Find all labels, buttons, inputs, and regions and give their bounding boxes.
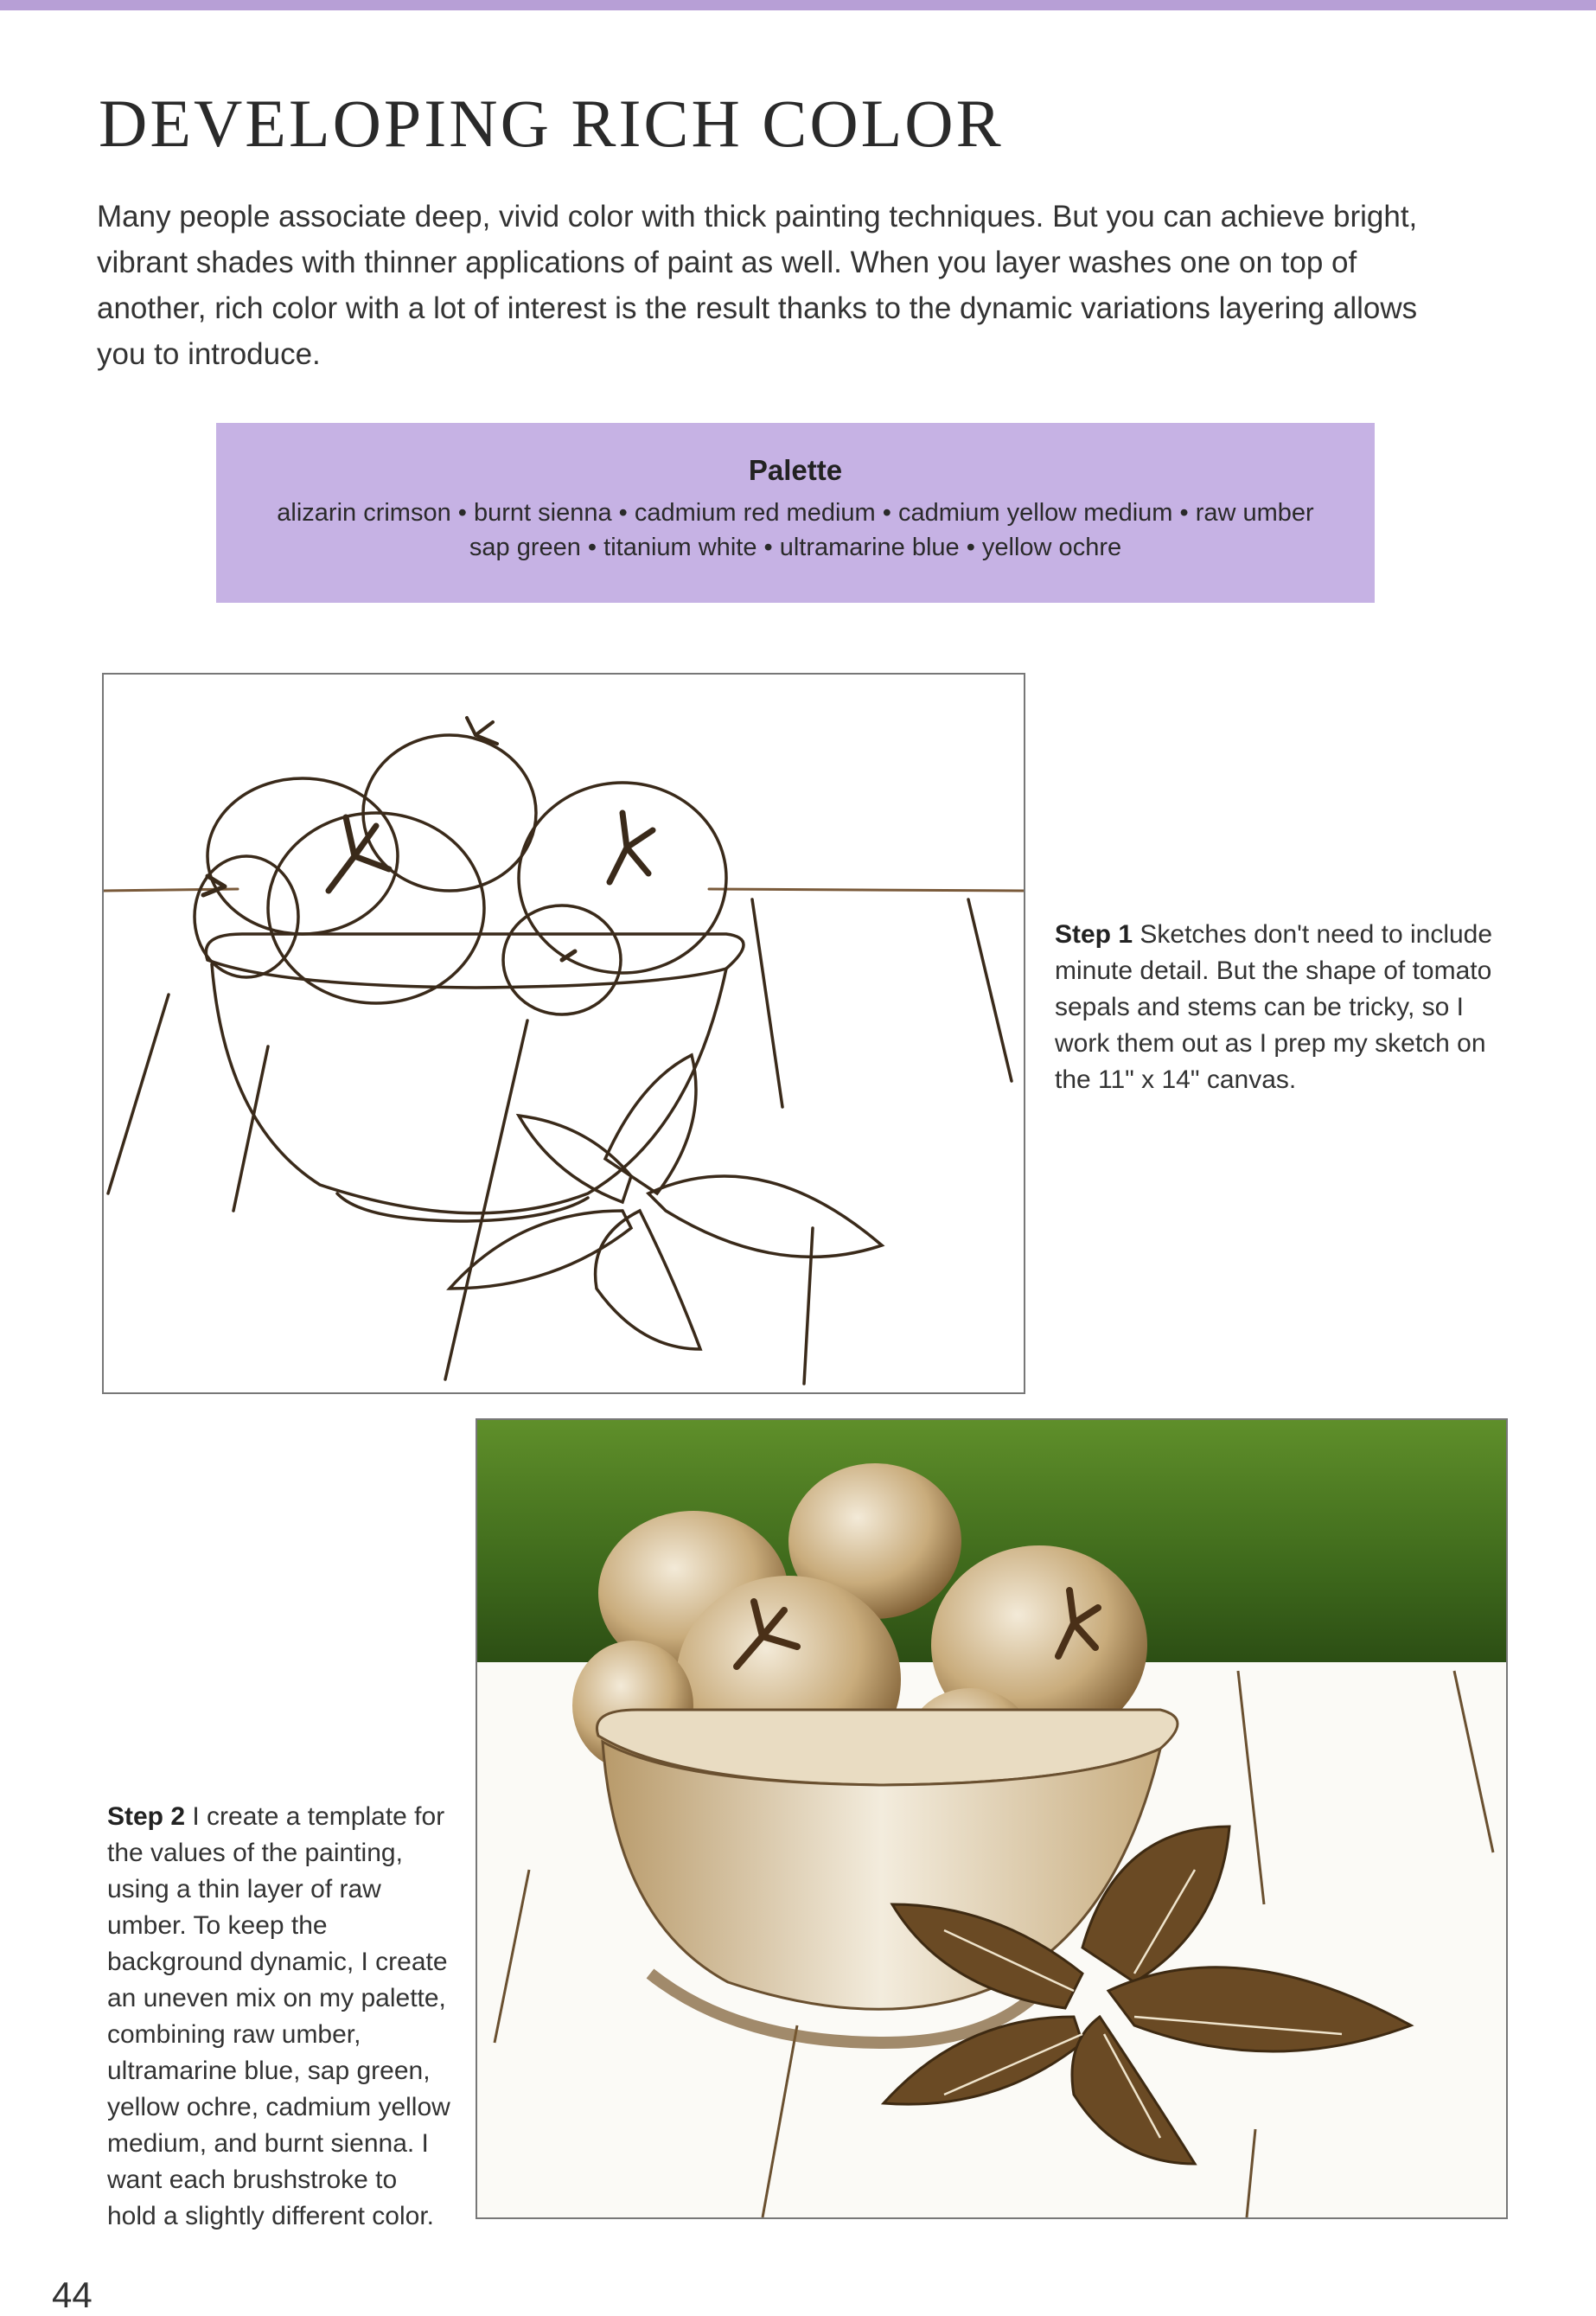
palette-box <box>216 423 1375 603</box>
palette-colors-line-2: sap green • titanium white • ultramarine blue • yellow ochre <box>469 534 1122 561</box>
step2-label: Step 2 <box>107 1802 186 1831</box>
step1-label: Step 1 <box>1055 920 1133 949</box>
step2-painting-image <box>476 1418 1508 2219</box>
step1-sketch-image <box>102 673 1025 1394</box>
step1-text: Sketches don't need to include minute detail. But the shape of tomato sepals and stems can be tricky, so I work them out as I prep my sketch on the 11" x 14" canvas. <box>1055 920 1493 1094</box>
step2-caption <box>107 1799 453 2235</box>
tomato-bowl-sketch-drawing <box>104 675 1024 1392</box>
step1-caption <box>1055 917 1504 1098</box>
palette-title: Palette <box>748 454 843 486</box>
page-title: DEVELOPING RICH COLOR <box>99 86 1004 161</box>
intro-paragraph: Many people associate deep, vivid color with thick painting techniques. But you can achieve bright, vibrant shades with thinner applications of paint as well. When you layer washes one on top of another, rich color with a lot of interest is the result thanks to the dynamic variations layering allows you to introduce. <box>97 200 1418 371</box>
page-number: 44 <box>52 2274 93 2315</box>
tomato-bowl-underpainting <box>477 1420 1506 2217</box>
top-accent-bar <box>0 0 1596 10</box>
step2-text: I create a template for the values of the painting, using a thin layer of raw umber. To keep the background dynamic, I create an uneven mix on my palette, combining raw umber, ultramarine blue, sap green, yellow ochre, cadmium yellow medium, and burnt sienna. I want each brushstroke to hold a slightly different color. <box>107 1802 450 2230</box>
palette-colors-line-1: alizarin crimson • burnt sienna • cadmium red medium • cadmium yellow medium • raw umber <box>277 499 1314 527</box>
